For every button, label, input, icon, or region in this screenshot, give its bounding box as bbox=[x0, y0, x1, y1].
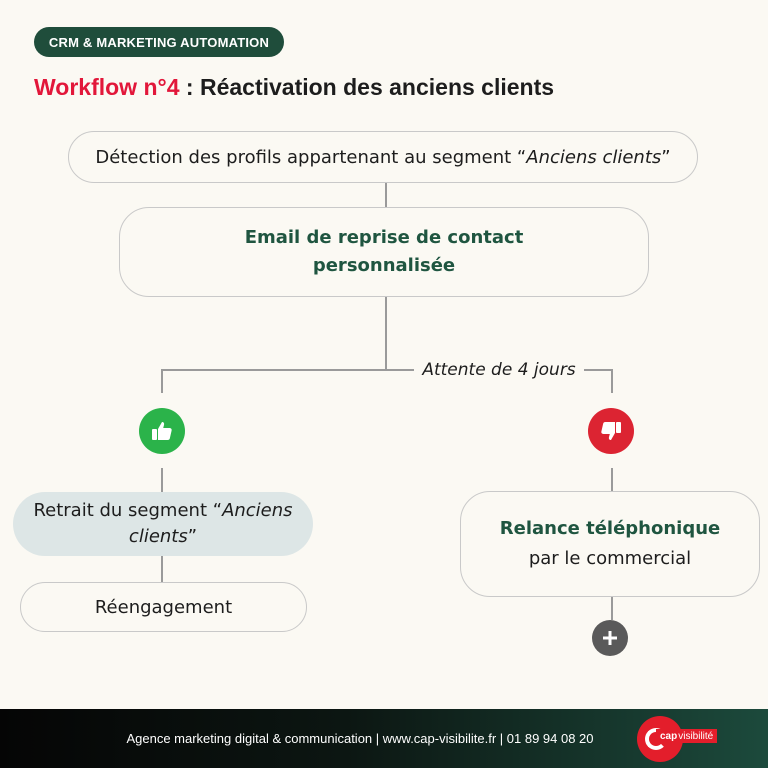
connector-line bbox=[611, 597, 613, 620]
footer-text: Agence marketing digital & communication | www.cap-visibilite.fr | 01 89 94 08 20 bbox=[126, 731, 594, 746]
email-line-2: personnalisée bbox=[312, 255, 456, 276]
detection-quote-close: ” bbox=[661, 146, 671, 168]
email-step bbox=[119, 207, 649, 297]
logo-word-rest: visibilité bbox=[678, 730, 714, 742]
detection-segment: Anciens clients bbox=[526, 146, 662, 168]
plus-icon[interactable] bbox=[592, 620, 628, 656]
detection-step bbox=[68, 131, 698, 183]
connector-line bbox=[611, 468, 613, 491]
page-title bbox=[34, 74, 734, 101]
relance-step bbox=[460, 491, 760, 597]
thumbs-up-icon bbox=[139, 408, 185, 454]
email-line-1: Email de reprise de contact bbox=[244, 227, 524, 248]
logo-wordmark bbox=[656, 729, 717, 743]
connector-line bbox=[385, 297, 387, 370]
connector-line bbox=[385, 183, 387, 207]
retrait-step bbox=[13, 492, 313, 556]
connector-line bbox=[611, 369, 613, 393]
relance-title: Relance téléphonique bbox=[499, 518, 721, 539]
reengagement-step: Réengagement bbox=[20, 582, 307, 632]
detection-text: Détection des profils appartenant au segment “ bbox=[95, 146, 527, 168]
connector-line bbox=[161, 369, 163, 393]
title-highlight: Workflow n°4 bbox=[34, 74, 180, 100]
thumbs-down-icon bbox=[588, 408, 634, 454]
category-tag: CRM & MARKETING AUTOMATION bbox=[34, 27, 284, 57]
title-rest: : Réactivation des anciens clients bbox=[179, 74, 555, 100]
logo-word-bold: cap bbox=[660, 730, 678, 742]
retrait-text: Retrait du segment “ bbox=[33, 500, 223, 521]
relance-detail: par le commercial bbox=[528, 548, 692, 569]
wait-label: Attente de 4 jours bbox=[414, 358, 584, 382]
connector-line bbox=[161, 468, 163, 492]
retrait-segment-2: clients bbox=[128, 526, 188, 547]
retrait-segment-1: Anciens bbox=[222, 500, 293, 521]
retrait-quote-close: ” bbox=[187, 526, 198, 547]
connector-line bbox=[161, 556, 163, 582]
